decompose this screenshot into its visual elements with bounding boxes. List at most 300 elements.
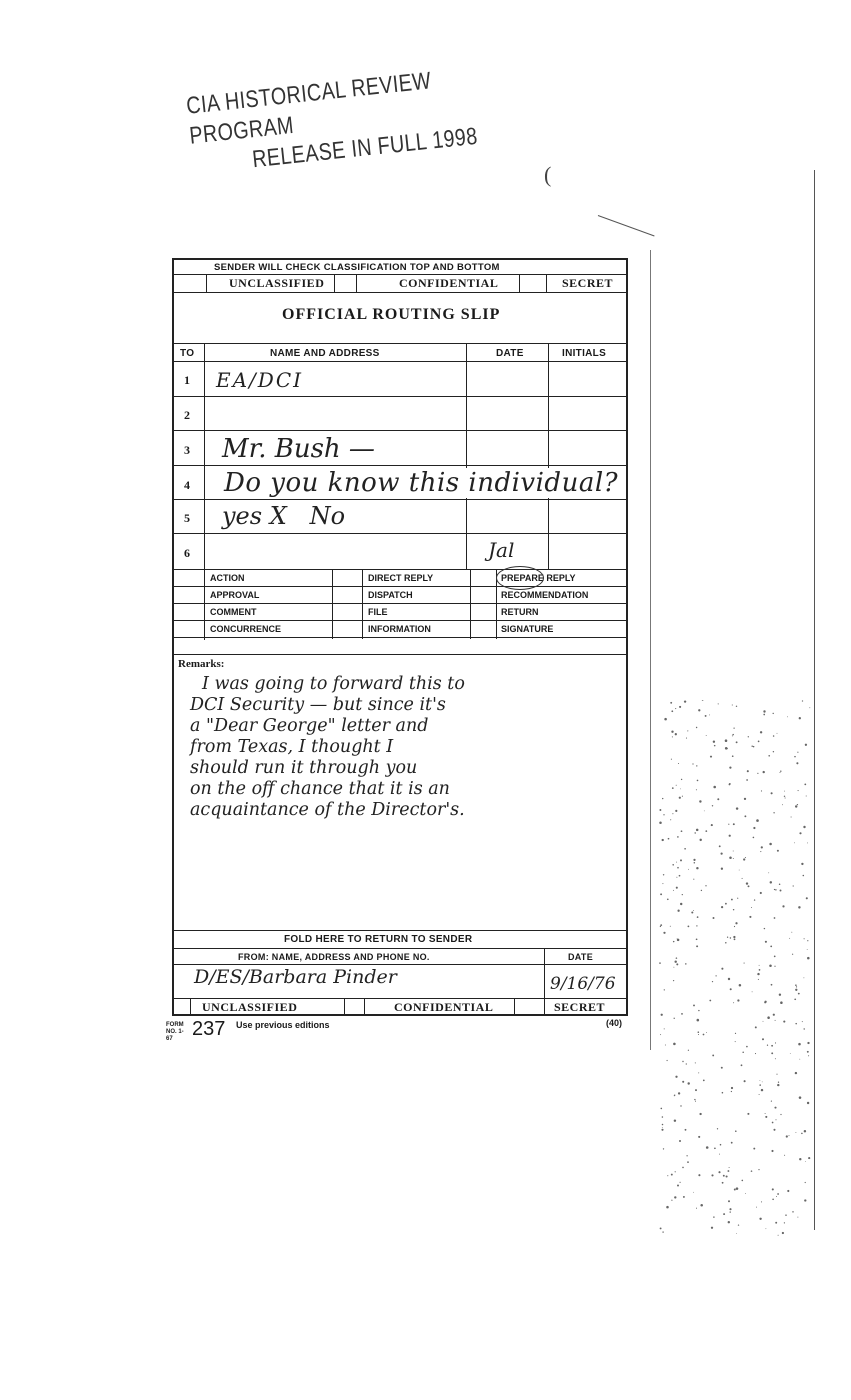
noise-dot [783, 1021, 785, 1023]
noise-dot [763, 714, 765, 716]
noise-dot [674, 1119, 676, 1121]
noise-dot [674, 1196, 676, 1198]
noise-dot [805, 744, 807, 746]
noise-dot [796, 762, 798, 764]
noise-dot [784, 1222, 785, 1223]
noise-dot [779, 772, 780, 773]
noise-dot [753, 837, 755, 839]
noise-dot [759, 1218, 761, 1220]
noise-dot [698, 1034, 699, 1035]
noise-dot [772, 1199, 774, 1201]
noise-dot [807, 957, 810, 960]
noise-dot [730, 988, 732, 990]
noise-dot [799, 1158, 801, 1160]
noise-dot [747, 770, 749, 772]
noise-dot [662, 1231, 663, 1232]
noise-dot [746, 1046, 748, 1048]
noise-dot [760, 731, 762, 733]
noise-dot [680, 859, 682, 861]
noise-dot [799, 1096, 802, 1099]
noise-dot [671, 759, 672, 760]
noise-dot [757, 773, 758, 774]
noise-dot [759, 969, 761, 971]
action-file[interactable]: FILE [368, 607, 388, 617]
noise-dot [743, 858, 745, 860]
noise-dot [698, 1072, 699, 1073]
noise-dot [717, 1128, 718, 1129]
action-action[interactable]: ACTION [210, 573, 245, 583]
noise-dot [790, 1053, 791, 1054]
noise-dot [662, 1127, 663, 1128]
noise-dot [734, 926, 735, 927]
noise-dot [753, 746, 755, 748]
noise-dot [778, 1235, 779, 1236]
noise-dot [758, 741, 760, 743]
noise-dot [676, 887, 678, 889]
noise-dot [807, 949, 808, 950]
noise-dot [675, 810, 677, 812]
noise-dot [721, 868, 723, 870]
noise-dot [779, 883, 781, 885]
fold-instruction: FOLD HERE TO RETURN TO SENDER [284, 934, 473, 945]
noise-dot [713, 1216, 714, 1217]
noise-dot [791, 816, 792, 817]
noise-dot [706, 735, 707, 736]
noise-dot [660, 1227, 662, 1229]
noise-dot [663, 814, 664, 815]
noise-dot [698, 1136, 700, 1138]
noise-dot [808, 1055, 809, 1056]
noise-dot [671, 1174, 673, 1176]
noise-dot [709, 1000, 711, 1002]
remarks-line-5: should run it through you [190, 758, 418, 778]
noise-dot [720, 1144, 722, 1146]
noise-dot [714, 1147, 716, 1149]
noise-dot [734, 938, 736, 940]
noise-dot [771, 792, 773, 794]
noise-dot [752, 991, 753, 992]
noise-dot [795, 805, 797, 807]
action-direct-reply[interactable]: DIRECT REPLY [368, 573, 434, 583]
noise-dot [685, 963, 687, 965]
noise-dot [748, 736, 749, 737]
noise-dot [756, 1207, 757, 1208]
noise-dot [793, 885, 794, 886]
noise-dot [660, 924, 662, 926]
noise-dot [761, 846, 763, 848]
noise-dot [676, 877, 677, 878]
form-edition-note: Use previous editions [236, 1020, 330, 1030]
row-6-signature: Jal [488, 538, 515, 562]
noise-dot [696, 945, 698, 947]
remarks-line-4: from Texas, I thought I [190, 737, 394, 757]
noise-dot [807, 1042, 809, 1044]
noise-dot [774, 956, 776, 958]
noise-dot [746, 882, 748, 884]
noise-dot [721, 1067, 723, 1069]
noise-dot [768, 755, 770, 757]
noise-dot [739, 984, 742, 987]
top-class-secret[interactable] [562, 276, 613, 291]
noise-dot [802, 700, 803, 701]
noise-dot [672, 813, 673, 814]
remarks-line-3: a "Dear George" letter and [190, 716, 429, 736]
noise-dot [728, 978, 730, 980]
noise-dot [696, 789, 697, 790]
noise-dot [778, 1082, 779, 1083]
noise-dot [772, 1122, 774, 1124]
noise-dot [663, 874, 664, 875]
noise-dot [679, 706, 681, 708]
noise-dot [764, 928, 765, 929]
noise-dot [663, 1148, 664, 1149]
noise-dot [738, 1224, 739, 1225]
top-class-unclassified-label: UNCLASSIFIED [229, 276, 325, 290]
noise-dot [672, 864, 674, 866]
noise-dot [798, 1043, 801, 1046]
bottom-class-unclassified[interactable] [202, 1000, 297, 1015]
noise-dot [697, 916, 699, 918]
remarks-line-2: DCI Security — but since it's [190, 695, 446, 715]
noise-dot [744, 963, 745, 964]
noise-dot [773, 1129, 775, 1131]
noise-dot [670, 702, 672, 704]
noise-dot [759, 1094, 760, 1095]
noise-dot [729, 1167, 730, 1168]
noise-dot [659, 822, 662, 825]
noise-dot [728, 1200, 730, 1202]
noise-dot [675, 1171, 676, 1172]
noise-dot [696, 765, 697, 766]
row-5-number: 5 [184, 511, 191, 525]
action-approval[interactable]: APPROVAL [210, 590, 260, 600]
noise-dot [682, 796, 683, 797]
noise-dot [775, 1119, 776, 1120]
row-3-number: 3 [184, 443, 191, 457]
noise-dot [797, 1217, 798, 1218]
noise-dot [798, 906, 800, 908]
row-4-entry[interactable]: Do you know this individual? [224, 468, 619, 498]
noise-dot [660, 926, 661, 927]
noise-dot [715, 975, 716, 976]
noise-dot [733, 858, 734, 859]
noise-dot [719, 845, 721, 847]
noise-dot [664, 989, 665, 990]
noise-dot [723, 1175, 725, 1177]
noise-dot [687, 1161, 689, 1163]
noise-dot [660, 1034, 661, 1035]
noise-dot [731, 899, 733, 901]
from-value[interactable]: D/ES/Barbara Pinder [194, 966, 397, 988]
row-2-number: 2 [184, 408, 191, 422]
noise-dot [799, 717, 801, 719]
noise-dot [694, 862, 696, 864]
noise-dot [765, 941, 767, 943]
noise-dot [760, 851, 761, 852]
noise-dot [784, 796, 785, 797]
noise-dot [705, 830, 707, 832]
classification-instruction: SENDER WILL CHECK CLASSIFICATION TOP AND BOTTOM [214, 262, 500, 273]
noise-dot [776, 1074, 777, 1075]
noise-dot [662, 798, 663, 799]
action-dispatch[interactable]: DISPATCH [368, 590, 413, 600]
noise-dot [795, 1023, 797, 1025]
noise-dot [733, 727, 734, 728]
noise-dot [765, 1113, 766, 1114]
noise-dot [735, 922, 737, 924]
noise-dot [699, 839, 701, 841]
noise-dot [774, 966, 775, 967]
noise-dot [728, 824, 729, 825]
row-6-number: 6 [184, 546, 191, 560]
noise-dot [808, 1157, 810, 1159]
noise-dot [696, 938, 698, 940]
noise-dot [806, 897, 808, 899]
noise-dot [744, 815, 746, 817]
noise-dot [726, 1175, 728, 1177]
top-class-secret-label: SECRET [562, 276, 614, 290]
scan-noise [640, 700, 840, 1260]
noise-dot [677, 836, 679, 838]
noise-dot [744, 1080, 746, 1082]
action-signature[interactable]: SIGNATURE [501, 624, 554, 634]
noise-dot [771, 1150, 773, 1152]
bottom-class-secret-label: SECRET [554, 1000, 606, 1014]
noise-dot [677, 938, 678, 939]
noise-dot [672, 787, 674, 789]
noise-dot [718, 703, 719, 704]
noise-dot [693, 879, 694, 880]
noise-dot [732, 734, 733, 735]
noise-dot [696, 925, 697, 926]
noise-dot [742, 878, 743, 879]
bottom-class-confidential[interactable] [394, 1000, 493, 1015]
noise-dot [696, 727, 697, 728]
noise-dot [729, 856, 732, 859]
noise-dot [765, 1116, 767, 1118]
noise-dot [709, 714, 710, 715]
prepare-circle-mark [496, 566, 544, 590]
noise-dot [803, 875, 805, 877]
noise-dot [671, 710, 673, 712]
noise-dot [759, 1080, 760, 1081]
noise-dot [673, 941, 674, 942]
noise-dot [706, 1146, 709, 1149]
noise-dot [733, 823, 735, 825]
noise-dot [804, 783, 806, 785]
noise-dot [697, 780, 699, 782]
noise-dot [799, 1059, 800, 1060]
noise-dot [723, 1213, 725, 1215]
top-class-confidential-label: CONFIDENTIAL [399, 276, 499, 290]
remarks-line-6: on the off chance that it is an [190, 779, 450, 799]
noise-dot [695, 1062, 696, 1063]
action-recommendation[interactable]: RECOMMENDATION [501, 590, 589, 600]
noise-dot [773, 735, 775, 737]
noise-dot [774, 917, 776, 919]
noise-dot [731, 1087, 733, 1089]
noise-dot [673, 1043, 676, 1046]
row-5-entry[interactable]: yes X No [222, 502, 346, 530]
noise-dot [680, 1105, 681, 1106]
noise-dot [682, 1167, 684, 1169]
noise-dot [703, 1034, 705, 1036]
noise-dot [700, 1204, 703, 1207]
noise-dot [721, 906, 723, 908]
noise-dot [693, 859, 695, 861]
noise-dot [776, 1196, 777, 1197]
remarks-text[interactable] [190, 674, 620, 821]
noise-dot [759, 965, 760, 966]
noise-dot [796, 986, 797, 987]
noise-dot [771, 1045, 773, 1047]
noise-dot [672, 736, 673, 737]
action-concurrence[interactable]: CONCURRENCE [210, 624, 282, 634]
noise-dot [662, 839, 664, 841]
action-return[interactable]: RETURN [501, 607, 539, 617]
noise-dot [676, 957, 678, 959]
noise-dot [751, 907, 752, 908]
noise-dot [661, 1129, 663, 1131]
noise-dot [737, 898, 738, 899]
noise-dot [782, 804, 783, 805]
noise-dot [775, 1222, 777, 1224]
noise-dot [705, 715, 707, 717]
form-title: OFFICIAL ROUTING SLIP [282, 306, 501, 323]
noise-dot [692, 763, 693, 764]
action-comment[interactable]: COMMENT [210, 607, 257, 617]
noise-dot [659, 962, 661, 964]
from-label: FROM: NAME, ADDRESS AND PHONE NO. [238, 952, 430, 962]
footer-date-label: DATE [568, 952, 594, 962]
remarks-line-7: acquaintance of the Director's. [190, 800, 465, 820]
noise-dot [768, 872, 769, 873]
action-prepare-reply[interactable]: PREPARE REPLY [501, 573, 576, 583]
noise-dot [699, 1113, 701, 1115]
noise-dot [721, 853, 723, 855]
noise-dot [675, 708, 676, 709]
noise-dot [686, 1063, 687, 1064]
noise-dot [696, 1208, 697, 1209]
noise-dot [794, 842, 795, 843]
row-3-entry[interactable]: Mr. Bush — [222, 434, 375, 464]
scan-mark: ( [544, 162, 552, 187]
noise-dot [663, 932, 665, 934]
noise-dot [725, 739, 728, 742]
noise-dot [767, 1045, 768, 1046]
noise-dot [745, 1193, 746, 1194]
noise-dot [677, 910, 679, 912]
noise-dot [770, 946, 772, 948]
noise-dot [741, 1064, 743, 1066]
noise-dot [704, 810, 705, 811]
noise-dot [775, 1020, 776, 1021]
noise-dot [717, 798, 719, 800]
noise-dot [763, 1021, 764, 1022]
noise-dot [762, 1081, 763, 1082]
top-class-confidential[interactable] [399, 276, 498, 291]
noise-dot [713, 917, 715, 919]
noise-dot [673, 980, 674, 981]
noise-dot [665, 1045, 666, 1046]
col-name-address: NAME AND ADDRESS [270, 348, 380, 359]
noise-dot [784, 1155, 785, 1156]
noise-dot [703, 1080, 705, 1082]
noise-dot [713, 741, 715, 743]
noise-dot [711, 1174, 713, 1176]
noise-dot [804, 1130, 806, 1132]
noise-dot [688, 926, 690, 928]
noise-dot [730, 1211, 731, 1212]
row-1-entry[interactable]: EA/DCI [216, 368, 304, 392]
form-number: 237 [192, 1018, 226, 1040]
noise-dot [757, 973, 759, 975]
noise-dot [806, 795, 807, 796]
noise-dot [748, 885, 750, 887]
noise-dot [667, 1175, 668, 1176]
noise-dot [758, 979, 759, 980]
noise-dot [772, 713, 773, 714]
noise-dot [695, 1101, 696, 1102]
noise-dot [671, 1200, 672, 1201]
noise-dot [761, 1089, 763, 1091]
noise-dot [687, 1082, 689, 1084]
noise-dot [807, 1051, 809, 1053]
noise-dot [679, 797, 681, 799]
noise-dot [772, 1188, 774, 1190]
noise-dot [759, 1084, 761, 1086]
noise-dot [761, 790, 762, 791]
noise-dot [803, 977, 804, 978]
top-class-unclassified[interactable] [229, 276, 324, 291]
noise-dot [764, 1001, 766, 1003]
noise-dot [701, 890, 702, 891]
noise-dot [789, 938, 790, 939]
noise-dot [736, 1233, 737, 1234]
noise-dot [725, 747, 728, 750]
noise-dot [773, 751, 774, 752]
noise-dot [729, 835, 731, 837]
action-information[interactable]: INFORMATION [368, 624, 431, 634]
noise-dot [784, 791, 785, 792]
noise-dot [755, 1053, 756, 1054]
noise-dot [802, 1021, 803, 1022]
noise-dot [713, 786, 716, 789]
noise-dot [682, 1081, 684, 1083]
noise-dot [666, 1206, 669, 1209]
noise-dot [785, 797, 786, 798]
noise-dot [744, 798, 746, 800]
noise-dot [682, 1061, 683, 1062]
col-to: TO [180, 348, 195, 359]
noise-dot [746, 779, 748, 781]
bottom-class-secret[interactable] [554, 1000, 605, 1015]
noise-dot [739, 870, 740, 871]
noise-dot [758, 1169, 759, 1170]
noise-dot [681, 1013, 683, 1015]
noise-dot [773, 1014, 775, 1016]
noise-dot [722, 1092, 724, 1094]
noise-dot [733, 936, 735, 938]
noise-dot [675, 1076, 677, 1078]
noise-dot [733, 909, 734, 910]
noise-dot [698, 1010, 699, 1011]
footer-date-value[interactable]: 9/16/76 [550, 974, 616, 994]
noise-dot [794, 998, 796, 1000]
noise-dot [729, 766, 731, 768]
noise-dot [725, 942, 727, 944]
noise-dot [688, 1050, 689, 1051]
